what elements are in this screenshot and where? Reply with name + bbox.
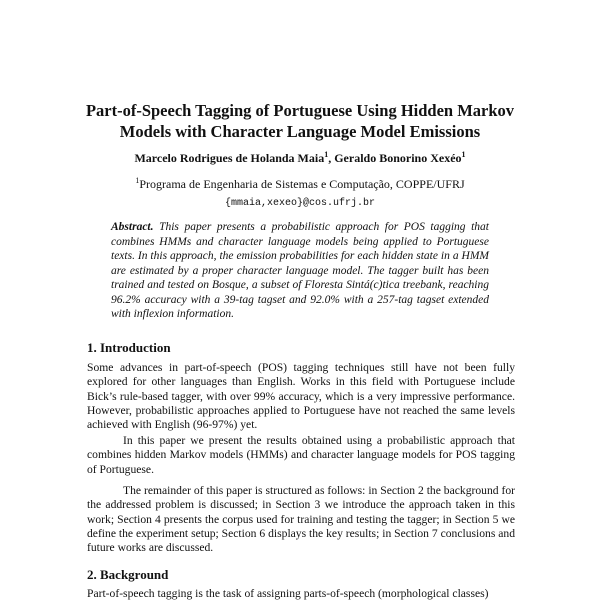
affiliation-mark: 1: [135, 176, 140, 185]
intro-paragraph-2: In this paper we present the results obtained using a probabilistic approach that combines hidden Markov models (HMMs) and character language models for POS tagging of Portuguese.: [87, 434, 515, 476]
affiliation: [60, 176, 540, 192]
abstract: [111, 220, 489, 322]
author-2-name: Geraldo Bonorino Xexéo: [334, 151, 462, 165]
intro-paragraph-1: Some advances in part-of-speech (POS) tagging techniques still have not been fully explored for other languages than English. Works in this field with Portuguese include Bick’s rule-based tagger, with over 99% accuracy, which is a very impressive performance. However, probabilistic approaches applied to Portuguese have not reached the same levels achieved with English (96-97%) yet.: [87, 361, 515, 432]
author-1-name: Marcelo Rodrigues de Holanda Maia: [134, 151, 325, 165]
paper-title: Part-of-Speech Tagging of Portuguese Using Hidden Markov Models with Character Language Model Emissions: [85, 101, 515, 141]
section-heading-background: 2. Background: [87, 567, 169, 582]
author-separator: ,: [328, 151, 335, 165]
intro-paragraph-3: The remainder of this paper is structured as follows: in Section 2 the background for the addressed problem is discussed; in Section 3 we introduce the approach taken in this work; Section 4 presents the corpus used for training and testing the tagger; in Section 5 we define the experiment setup; Section 6 displays the key results; in Section 7 conclusions and future works are discussed.: [87, 484, 515, 555]
background-paragraph-1: Part-of-speech tagging is the task of assigning parts-of-speech (morphological classes): [87, 587, 489, 600]
abstract-text: This paper presents a probabilistic approach for POS tagging that combines HMMs and character language models being applied to Portuguese texts. In this approach, the emission probabilities for each hidden state in a HMM are estimated by a proper character language model. The tagger built has been trained and tested on Bosque, a subset of Floresta Sintá(c)tica treebank, reaching 96.2% accuracy with a 39-tag tagset and 92.0% with a 257-tag tagset extended with inflexion information.: [111, 221, 490, 320]
author-1-affiliation-mark: 1: [324, 150, 329, 159]
author-email: {mmaia,xexeo}@cos.ufrj.br: [224, 198, 376, 209]
section-heading-introduction: 1. Introduction: [87, 340, 171, 355]
affiliation-text: Programa de Engenharia de Sistemas e Computação, COPPE/UFRJ: [139, 177, 465, 191]
author-2-affiliation-mark: 1: [461, 150, 466, 159]
author-line: [60, 150, 540, 166]
abstract-label: Abstract.: [111, 221, 154, 233]
